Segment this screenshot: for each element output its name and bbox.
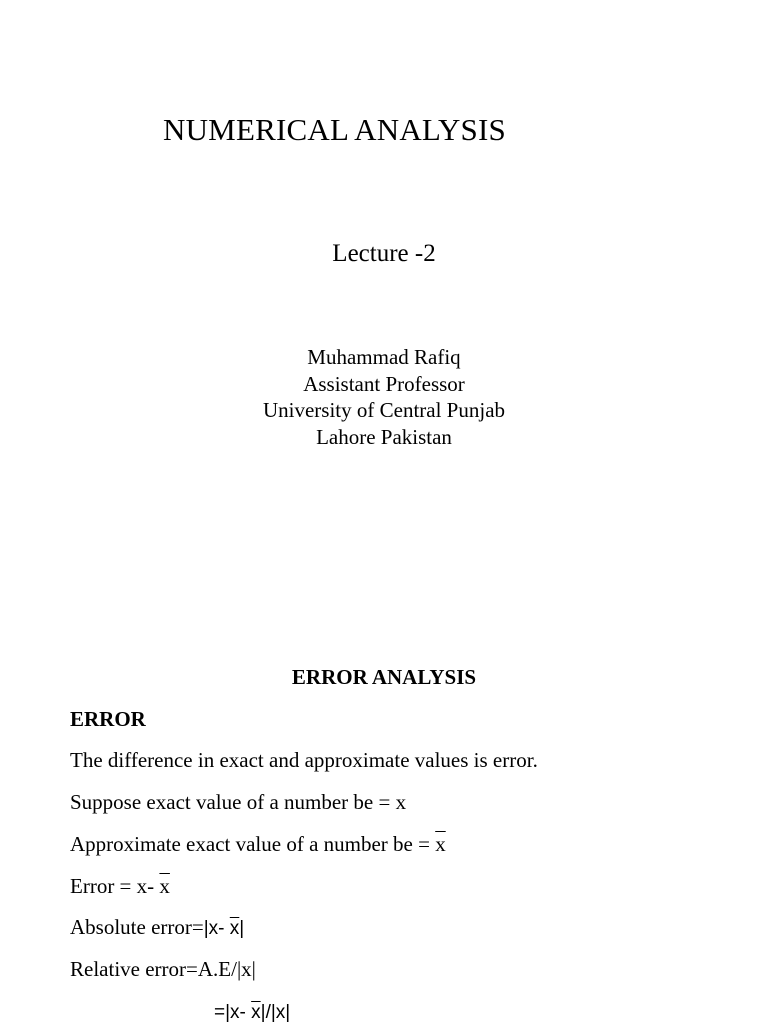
rel2-prefix: =|x- <box>214 1002 252 1023</box>
relative-error-expanded <box>214 999 290 1024</box>
abs-open: |x- <box>203 918 230 939</box>
error-prefix: Error = x- <box>70 874 160 898</box>
error-definition: The difference in exact and approximate values is error. <box>70 748 538 772</box>
author-position: Assistant Professor <box>303 372 465 396</box>
x-bar-symbol: $\overline{x}$ <box>251 1002 261 1023</box>
section-heading: ERROR ANALYSIS <box>291 665 477 689</box>
author-university: University of Central Punjab <box>262 398 506 422</box>
subheading: ERROR <box>70 707 146 731</box>
x-bar-symbol: $\overline{x}$ <box>159 874 170 898</box>
error-formula <box>70 874 170 899</box>
abs-prefix: Absolute error= <box>70 915 204 939</box>
exact-value-line: Suppose exact value of a number be = x <box>70 790 407 814</box>
approx-prefix: Approximate exact value of a number be = <box>70 832 436 856</box>
abs-close: | <box>239 918 245 939</box>
author-name: Muhammad Rafiq <box>307 345 461 369</box>
relative-error-formula: Relative error=A.E/|x| <box>70 957 256 981</box>
author-location: Lahore Pakistan <box>316 425 452 449</box>
lecture-number: Lecture -2 <box>332 240 436 267</box>
document-title: NUMERICAL ANALYSIS <box>163 112 506 147</box>
x-bar-symbol: $\overline{x}$ <box>435 832 446 856</box>
x-bar-symbol: $\overline{x}$ <box>229 918 240 939</box>
rel2-suffix: |/|x| <box>260 1002 291 1023</box>
approximate-value-line <box>70 832 446 857</box>
absolute-error-formula <box>70 915 244 940</box>
